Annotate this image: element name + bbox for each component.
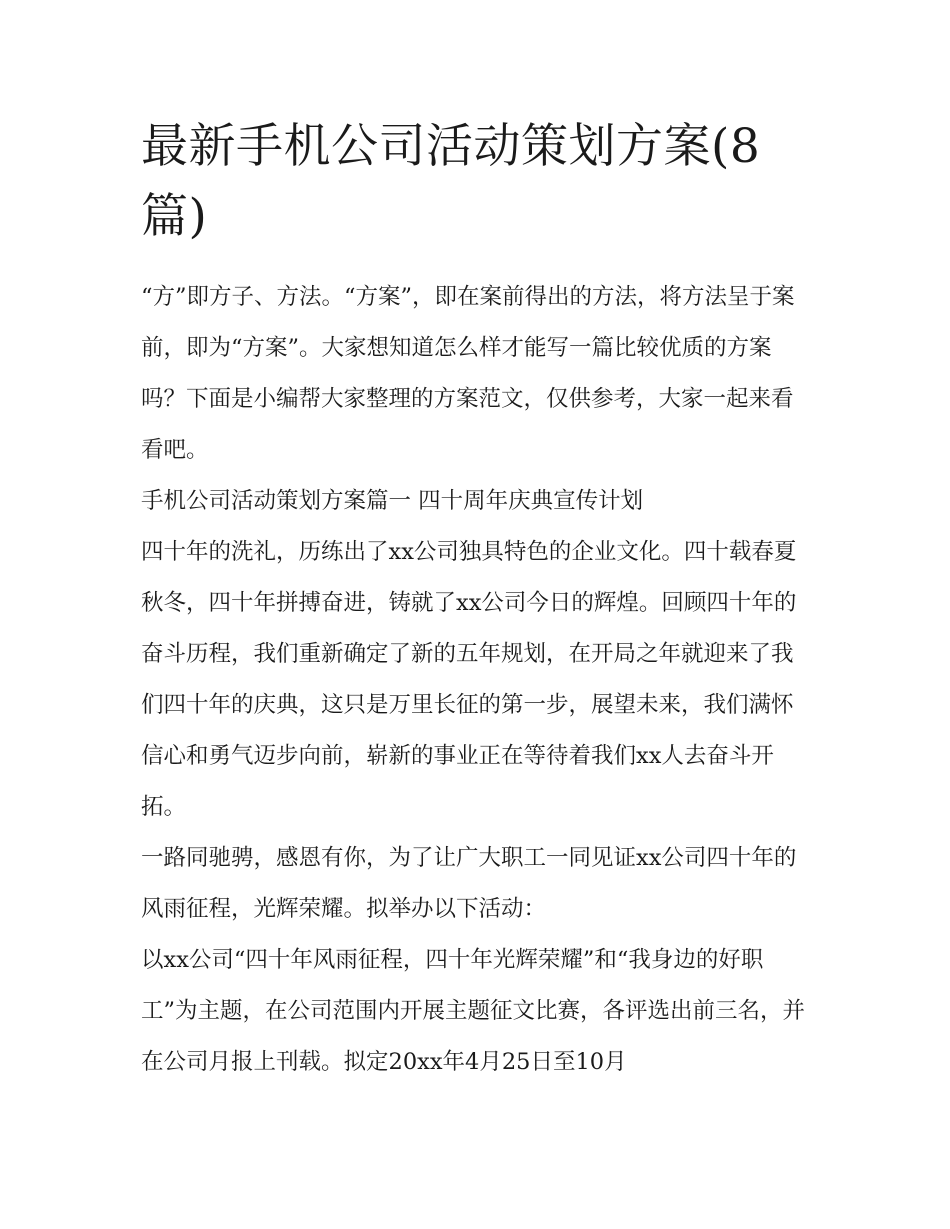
document-page: [141, 112, 813, 1088]
paragraph-intro: “方”即方子、方法。“方案”，即在案前得出的方法，将方法呈于案前，即为“方案”。大家想知道怎么样才能写一篇比较优质的方案吗？下面是小编帮大家整理的方案范文，仅供参考，大家一起来看看吧。: [141, 284, 795, 463]
paragraph-activities: 一路同驰骋，感恩有你，为了让广大职工一同见证xx公司四十年的风雨征程，光辉荣耀。拟举办以下活动：: [141, 845, 797, 922]
paragraph-essay-contest: 以xx公司“四十年风雨征程，四十年光辉荣耀”和“我身边的好职工”为主题，在公司范围内开展主题征文比赛，各评选出前三名，并在公司月报上刊载。拟定20xx年4月25日至10月: [141, 947, 806, 1075]
section-heading: 手机公司活动策划方案篇一 四十周年庆典宣传计划: [141, 488, 644, 514]
paragraph-history: 四十年的洗礼，历练出了xx公司独具特色的企业文化。四十载春夏秋冬，四十年拼搏奋进，铸就了xx公司今日的辉煌。回顾四十年的奋斗历程，我们重新确定了新的五年规划，在开局之年就迎来了我们四十年的庆典，这只是万里长征的第一步，展望未来，我们满怀信心和勇气迈步向前，崭新的事业正在等待着我们xx人去奋斗开拓。: [141, 539, 797, 820]
document-title: 最新手机公司活动策划方案(8篇): [141, 119, 761, 244]
